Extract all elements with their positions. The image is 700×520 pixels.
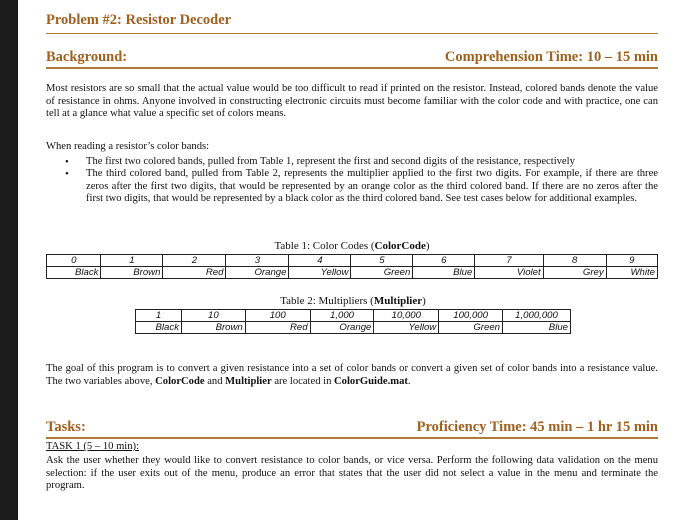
table-cell: Yellow bbox=[289, 267, 351, 279]
colorguide-filename: ColorGuide.mat bbox=[334, 375, 408, 387]
table-cell: Violet bbox=[475, 267, 543, 279]
table-cell: Green bbox=[351, 267, 413, 279]
table-cell: Yellow bbox=[374, 322, 439, 334]
table-cell: Blue bbox=[413, 267, 475, 279]
task1-body: Ask the user whether they would like to convert resistance to color bands, or vice versa. Perform the following data validation on the menu selection: if the user exits out of the menu, produce an error that states that the user did not select a value in the menu and terminate the program. bbox=[46, 455, 658, 492]
background-rule bbox=[46, 67, 658, 69]
band-rules-list bbox=[46, 156, 658, 206]
table1-caption-suffix: ) bbox=[425, 240, 430, 252]
table-cell: 1 bbox=[136, 310, 182, 322]
table-row bbox=[136, 310, 571, 322]
table-cell: 1 bbox=[101, 255, 163, 267]
goal-text: The goal of this program is to convert a given resistance into a set of color bands or convert a given set of color bands into a resistance value. The two variables above, bbox=[46, 363, 658, 387]
table-cell: Green bbox=[439, 322, 503, 334]
table-cell: Brown bbox=[182, 322, 246, 334]
problem-title: Problem #2: Resistor Decoder bbox=[46, 12, 232, 28]
table2-caption bbox=[135, 295, 571, 307]
table1-caption-prefix: Table 1: Color Codes ( bbox=[274, 240, 375, 252]
multipliers-table bbox=[135, 309, 571, 334]
table2-caption-prefix: Table 2: Multipliers ( bbox=[280, 295, 374, 307]
table-cell: Brown bbox=[101, 267, 163, 279]
table-cell: Grey bbox=[543, 267, 606, 279]
document-page bbox=[46, 0, 658, 520]
colorcode-variable: ColorCode bbox=[155, 375, 205, 387]
table-row bbox=[47, 267, 658, 279]
comprehension-time: Comprehension Time: 10 – 15 min bbox=[444, 49, 658, 65]
tasks-heading: Tasks: bbox=[46, 419, 86, 435]
background-heading: Background: bbox=[46, 49, 128, 65]
table-cell: Orange bbox=[310, 322, 374, 334]
bands-lead-text: When reading a resistor’s color bands: bbox=[46, 141, 210, 152]
proficiency-time: Proficiency Time: 45 min – 1 hr 15 min bbox=[416, 419, 658, 435]
table-cell: 1,000 bbox=[310, 310, 374, 322]
goal-text: and bbox=[204, 375, 226, 387]
table-cell: Red bbox=[245, 322, 310, 334]
goal-paragraph bbox=[46, 363, 658, 388]
goal-text: . bbox=[407, 375, 411, 387]
task1-title: TASK 1 (5 – 10 min): bbox=[46, 441, 140, 452]
tasks-rule bbox=[46, 437, 658, 439]
table-cell: Orange bbox=[226, 267, 289, 279]
table-cell: 6 bbox=[413, 255, 475, 267]
table2-caption-suffix: ) bbox=[422, 295, 426, 307]
color-codes-table bbox=[46, 254, 658, 279]
table-cell: 8 bbox=[543, 255, 606, 267]
table-cell: 1,000,000 bbox=[503, 310, 571, 322]
intro-paragraph: Most resistors are so small that the actual value would be too difficult to read if printed on the resistor. Instead, colored bands denote the value of resistance in ohms. Anyone involved in constructing electronic circuits must become familiar with the color code and with practice, one can tell at a glance what value a specific set of colors means. bbox=[46, 83, 658, 120]
table-cell: 5 bbox=[351, 255, 413, 267]
table2-caption-variable: Multiplier bbox=[373, 295, 423, 307]
table-cell: White bbox=[606, 267, 657, 279]
table-cell: 10,000 bbox=[374, 310, 439, 322]
table-cell: 7 bbox=[475, 255, 543, 267]
table-row bbox=[136, 322, 571, 334]
table-cell: 100 bbox=[245, 310, 310, 322]
table-cell: 4 bbox=[289, 255, 351, 267]
title-rule bbox=[46, 33, 658, 34]
table1-caption-variable: ColorCode bbox=[374, 240, 426, 252]
table-cell: Black bbox=[47, 267, 101, 279]
multiplier-variable: Multiplier bbox=[225, 375, 272, 387]
table-cell: 10 bbox=[182, 310, 246, 322]
table1-caption bbox=[46, 240, 658, 252]
table-cell: 0 bbox=[47, 255, 101, 267]
left-edge-shadow bbox=[0, 0, 18, 520]
table-cell: 9 bbox=[606, 255, 657, 267]
table-cell: 2 bbox=[163, 255, 226, 267]
list-item: • The first two colored bands, pulled from Table 1, represent the first and second digits of the resistance, respectively bbox=[46, 156, 658, 168]
table-row bbox=[47, 255, 658, 267]
list-item: • The third colored band, pulled from Table 2, represents the multiplier applied to the first two digits. For example, if there are three zeros after the first two digits, that would be represented by an orange color as the third colored band. If there are no zeros after the first two digits, that would be represented by a black color as the third colored band. See test cases below for additional examples. bbox=[46, 168, 658, 205]
table-cell: Black bbox=[136, 322, 182, 334]
table-cell: Red bbox=[163, 267, 226, 279]
table-cell: 3 bbox=[226, 255, 289, 267]
table-cell: 100,000 bbox=[439, 310, 503, 322]
table-cell: Blue bbox=[503, 322, 571, 334]
goal-text: are located in bbox=[271, 375, 335, 387]
